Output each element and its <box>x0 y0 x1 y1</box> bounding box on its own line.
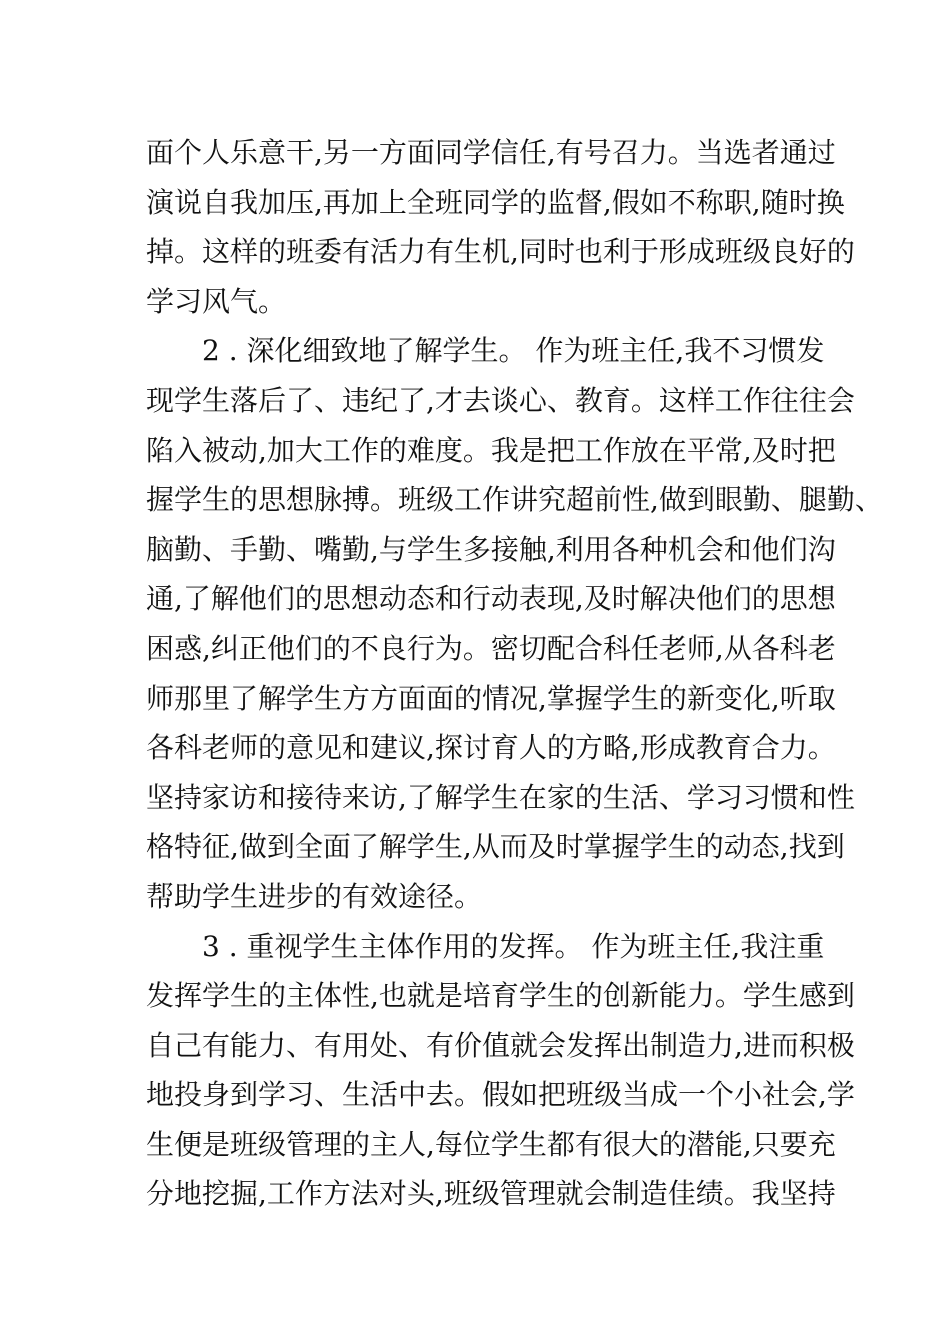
text-line: 帮助学生进步的有效途径。 <box>146 879 483 913</box>
text-line: 通,了解他们的思想动态和行动表现,及时解决他们的思想 <box>146 582 836 616</box>
text-line: 困惑,纠正他们的不良行为。密切配合科任老师,从各科老 <box>146 631 836 665</box>
text-line: 地投身到学习、生活中去。假如把班级当成一个小社会,学 <box>146 1078 855 1112</box>
text-line: 分地挖掘,工作方法对头,班级管理就会制造佳绩。我坚持 <box>146 1177 836 1211</box>
text-line: 现学生落后了、违纪了,才去谈心、教育。这样工作往往会 <box>146 383 855 417</box>
text-line: 格特征,做到全面了解学生,从而及时掌握学生的动态,找到 <box>146 830 845 864</box>
text-line: 师那里了解学生方方面面的情况,掌握学生的新变化,听取 <box>146 681 836 715</box>
text-line: 脑勤、手勤、嘴勤,与学生多接触,利用各种机会和他们沟 <box>146 532 836 566</box>
text-line: 学习风气。 <box>146 284 287 318</box>
text-line: 生便是班级管理的主人,每位学生都有很大的潜能,只要充 <box>146 1127 836 1161</box>
text-line: 坚持家访和接待来访,了解学生在家的生活、学习习惯和性 <box>146 780 855 814</box>
text-line: 3 . 重视学生主体作用的发挥。 作为班主任,我注重 <box>202 929 825 963</box>
text-line: 握学生的思想脉搏。班级工作讲究超前性,做到眼勤、腿勤、 <box>146 483 883 517</box>
text-line: 2 . 深化细致地了解学生。 作为班主任,我不习惯发 <box>202 334 825 368</box>
document-body <box>146 128 883 1219</box>
text-line: 面个人乐意干,另一方面同学信任,有号召力。当选者通过 <box>146 136 836 169</box>
text-line: 各科老师的意见和建议,探讨育人的方略,形成教育合力。 <box>146 731 836 765</box>
text-line: 发挥学生的主体性,也就是培育学生的创新能力。学生感到 <box>146 979 855 1013</box>
text-line: 陷入被动,加大工作的难度。我是把工作放在平常,及时把 <box>146 433 836 467</box>
text-line: 自己有能力、有用处、有价值就会发挥出制造力,进而积极 <box>146 1028 855 1062</box>
text-line: 演说自我加压,再加上全班同学的监督,假如不称职,随时换 <box>146 185 845 219</box>
text-line: 掉。这样的班委有活力有生机,同时也利于形成班级良好的 <box>146 235 855 269</box>
